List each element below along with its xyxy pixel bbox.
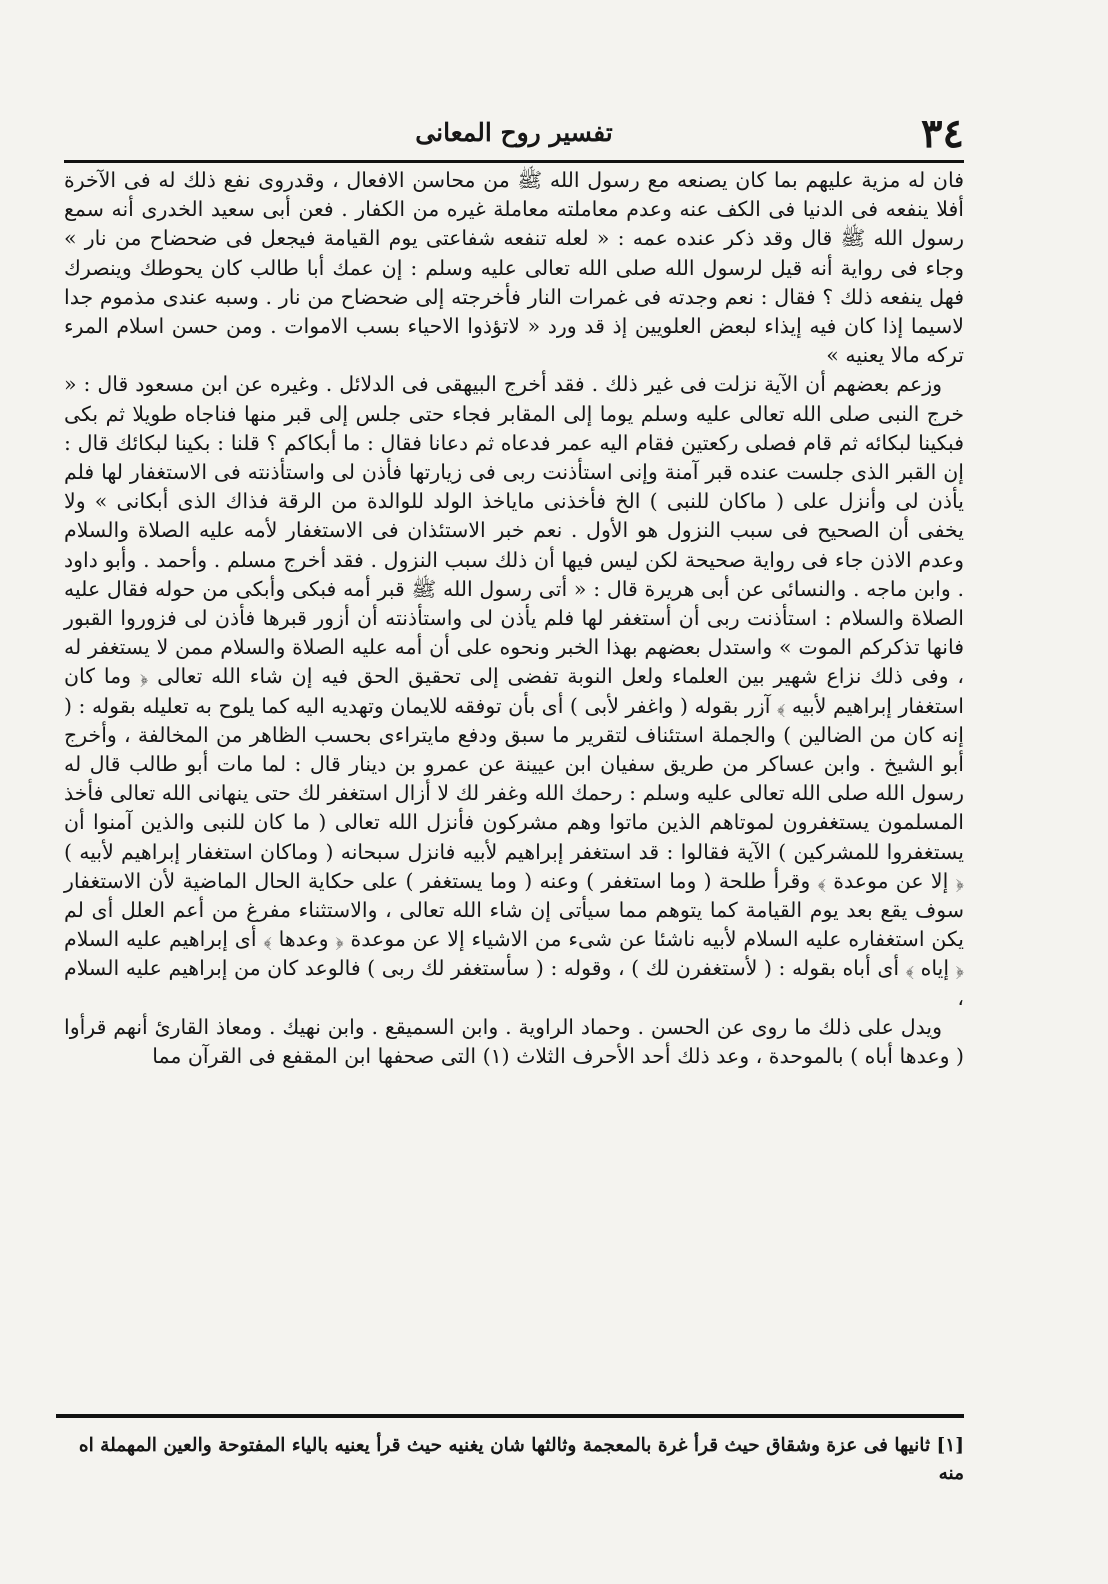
footnote: [١] ثانيها فى عزة وشقاق حيث قرأ غرة بالمعجمة وثالثها شان يغنيه حيث قرأ يعنيه بالياء المفتوحة والعين المهملة اه منه (78, 1435, 964, 1484)
running-title: تفسير روح المعانى (415, 118, 613, 147)
footnote-rule (56, 1414, 964, 1418)
paragraph: وزعم بعضهم أن الآية نزلت فى غير ذلك . فقد أخرج البيهقى فى الدلائل . وغيره عن ابن مسعود قال : « خرج النبى صلى الله تعالى عليه وسلم يوما إلى المقابر فجاء حتى جلس إلى قبر منها فناجاه طويلا ثم بكى فبكينا لبكائه ثم قام فصلى ركعتين فقام اليه عمر فدعاه ثم دعانا فقال : ما أبكاكم ؟ قلنا : بكينا لبكائك قال : إن القبر الذى جلست عنده قبر آمنة وإنى استأذنت ربى فى زيارتها فأذن لى واستأذنته فى الاستغفار لها فلم يأذن لى وأنزل على ( ماكان للنبى ) الخ فأخذنى ماياخذ الولد للوالدة من الرقة فذاك الذى أبكانى » ولا يخفى أن الصحيح فى سبب النزول هو الأول . نعم خبر الاستئذان فى الاستغفار لأمه عليه الصلاة والسلام وعدم الاذن جاء فى رواية صحيحة لكن ليس فيها أن ذلك سبب النزول . فقد أخرج مسلم . وأحمد . وأبو داود . وابن ماجه . والنسائى عن أبى هريرة قال : « أتى رسول الله ﷺ قبر أمه فبكى وأبكى من حوله فقال عليه الصلاة والسلام : استأذنت ربى أن أستغفر لها فلم يأذن لى واستأذنته أن أزور قبرها فأذن لى فزوروا القبور فانها تذكركم الموت » واستدل بعضهم بهذا الخبر ونحوه على أن أمه عليه الصلاة والسلام ممن لا يستغفر له ، وفى ذلك نزاع شهير بين العلماء ولعل النوبة تفضى إلى تحقيق الحق فيه إن شاء الله تعالى ﴿ وما كان استغفار إبراهيم لأبيه ﴾ آزر بقوله ( واغفر لأبى ) أى بأن توفقه للايمان وتهديه اليه كما يلوح به تعليله بقوله : ( إنه كان من الضالين ) والجملة استئناف لتقرير ما سبق ودفع مايتراءى بحسب الظاهر من المخالفة ، وأخرج أبو الشيخ . وابن عساكر من طريق سفيان ابن عيينة عن عمرو بن دينار قال : لما مات أبو طالب قال له رسول الله صلى الله تعالى عليه وسلم : رحمك الله وغفر لك لا أزال استغفر لك حتى ينهانى الله تعالى فأخذ المسلمون يستغفرون لموتاهم الذين ماتوا وهم مشركون فأنزل الله تعالى ( ما كان للنبى والذين آمنوا أن يستغفروا للمشركين ) الآية فقالوا : قد استغفر إبراهيم لأبيه فانزل سبحانه ( وماكان استغفار إبراهيم لأبيه ) ﴿ إلا عن موعدة ﴾ وقرأ طلحة ( وما استغفر ) وعنه ( وما يستغفر ) على حكاية الحال الماضية لأن الاستغفار سوف يقع بعد يوم القيامة كما يتوهم مما سيأتى إن شاء الله تعالى ، والاستثناء مفرغ من أعم العلل أى لم يكن استغفاره عليه السلام لأبيه ناشئا عن شىء من الاشياء إلا عن موعدة ﴿ وعدها ﴾ أى إبراهيم عليه السلام ﴿ إياه ﴾ أى أباه بقوله : ( لأستغفرن لك ) ، وقوله : ( سأستغفر لك ربى ) فالوعد كان من إبراهيم عليه السلام ، (64, 372, 964, 1010)
header-rule (64, 160, 964, 163)
page-header (64, 108, 964, 160)
paragraph: ويدل على ذلك ما روى عن الحسن . وحماد الراوية . وابن السميقع . وابن نهيك . ومعاذ القارئ أنهم قرأوا ( وعدها أباه ) بالموحدة ، وعد ذلك أحد الأحرف الثلاث (١) التى صحفها ابن المقفع فى القرآن مما (64, 1014, 964, 1069)
paragraph: فان له مزية عليهم بما كان يصنعه مع رسول الله ﷺ من محاسن الافعال ، وقدروى نفع ذلك له فى الآخرة أفلا ينفعه فى الدنيا فى الكف عنه وعدم معاملته معاملة غيره من الكفار . فعن أبى سعيد الخدرى أنه سمع رسول الله ﷺ قال وقد ذكر عنده عمه : « لعله تنفعه شفاعتى يوم القيامة فيجعل فى ضحضاح من نار » وجاء فى رواية أنه قيل لرسول الله صلى الله تعالى عليه وسلم : إن عمك أبا طالب كان يحوطك وينصرك فهل ينفعه ذلك ؟ فقال : نعم وجدته فى غمرات النار فأخرجته إلى ضحضاح من نار . وسبه عندى مذموم جدا لاسيما إذا كان فيه إيذاء لبعض العلويين إذ قد ورد « لاتؤذوا الاحياء بسب الاموات . ومن حسن اسلام المرء تركه مالا يعنيه » (64, 168, 964, 368)
page-number: ٣٤ (921, 110, 964, 157)
main-text (64, 166, 964, 1071)
